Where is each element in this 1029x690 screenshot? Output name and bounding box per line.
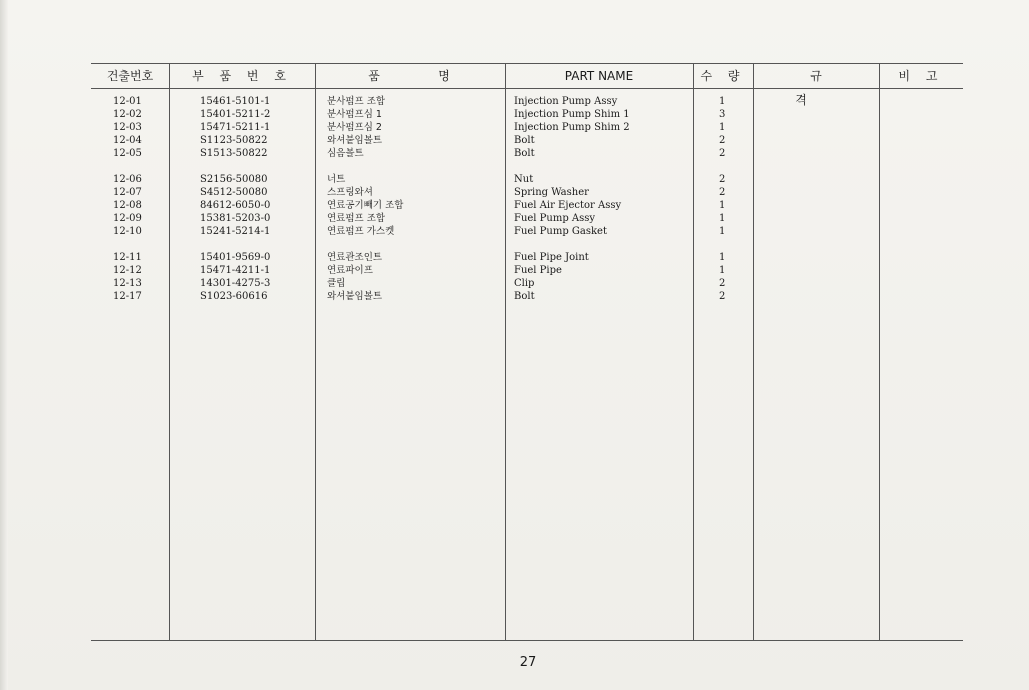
item-no: 12-05 — [113, 148, 142, 159]
table-row — [91, 225, 963, 238]
header-name-ko-2: 명 — [438, 69, 456, 83]
part-name-korean: 연료펌프 조합 — [327, 213, 386, 224]
part-name-korean: 연료공기빼기 조합 — [327, 200, 404, 211]
item-no: 12-09 — [113, 213, 142, 224]
table-row — [91, 277, 963, 290]
table-row — [91, 95, 963, 108]
quantity: 1 — [719, 200, 726, 211]
item-no: 12-04 — [113, 135, 142, 146]
table-row — [91, 121, 963, 134]
part-name-english: Bolt — [514, 135, 535, 146]
part-name-korean: 분사펌프심 2 — [327, 122, 382, 133]
part-name-korean: 와셔붙임볼트 — [327, 291, 383, 302]
table-row — [91, 264, 963, 277]
quantity: 3 — [719, 109, 726, 120]
part-number: 15471-4211-1 — [200, 265, 271, 276]
part-number: 15401-9569-0 — [200, 252, 271, 263]
item-no: 12-08 — [113, 200, 142, 211]
bleed-through-text — [95, 637, 765, 677]
table-row — [91, 186, 963, 199]
quantity: 2 — [719, 174, 726, 185]
part-name-korean: 심음볼트 — [327, 148, 364, 159]
part-number: S1023-60616 — [200, 291, 268, 302]
table-row — [91, 173, 963, 186]
part-number: 15401-5211-2 — [200, 109, 271, 120]
quantity: 2 — [719, 187, 726, 198]
part-number: S1123-50822 — [200, 135, 268, 146]
part-number: 84612-6050-0 — [200, 200, 271, 211]
part-number: 14301-4275-3 — [200, 278, 271, 289]
part-name-korean: 연료펌프 가스켓 — [327, 226, 395, 237]
quantity: 2 — [719, 291, 726, 302]
part-number: 15471-5211-1 — [200, 122, 271, 133]
item-no: 12-07 — [113, 187, 142, 198]
item-no: 12-13 — [113, 278, 142, 289]
part-name-english: Clip — [514, 278, 535, 289]
table-row — [91, 134, 963, 147]
part-name-english: Bolt — [514, 148, 535, 159]
part-name-english: Fuel Air Ejector Assy — [514, 200, 622, 211]
part-name-korean: 스프링와셔 — [327, 187, 373, 198]
table-row — [91, 147, 963, 160]
table-row — [91, 290, 963, 303]
item-no: 12-06 — [113, 174, 142, 185]
header-name-ko-1: 품 — [368, 69, 386, 83]
part-number: 15461-5101-1 — [200, 96, 271, 107]
part-name-korean: 연료파이프 — [327, 265, 373, 276]
header-qty: 수 량 — [700, 69, 746, 83]
part-number: S1513-50822 — [200, 148, 268, 159]
quantity: 2 — [719, 135, 726, 146]
part-name-english: Injection Pump Assy — [514, 96, 618, 107]
part-name-english: Fuel Pipe Joint — [514, 252, 589, 263]
part-number: S4512-50080 — [200, 187, 268, 198]
table-row — [91, 199, 963, 212]
header-part-name: PART NAME — [564, 69, 634, 83]
quantity: 1 — [719, 226, 726, 237]
quantity: 1 — [719, 213, 726, 224]
quantity: 2 — [719, 278, 726, 289]
part-name-english: Nut — [514, 174, 534, 185]
table-row — [91, 108, 963, 121]
table-row — [91, 251, 963, 264]
part-name-english: Injection Pump Shim 1 — [514, 109, 630, 120]
quantity: 1 — [719, 96, 726, 107]
group-spacer — [91, 238, 963, 251]
item-no: 12-01 — [113, 96, 142, 107]
part-number: 15381-5203-0 — [200, 213, 271, 224]
group-spacer — [91, 160, 963, 173]
header-spec: 규 격 — [795, 69, 852, 107]
header-no: 건출번호 — [106, 69, 154, 83]
part-name-korean: 클립 — [327, 278, 346, 289]
header-part-no: 부 품 번 호 — [192, 69, 292, 83]
item-no: 12-02 — [113, 109, 142, 120]
part-name-korean: 너트 — [327, 174, 346, 185]
quantity: 1 — [719, 265, 726, 276]
header-remark: 비 고 — [898, 69, 944, 83]
table-body — [91, 95, 963, 303]
item-no: 12-12 — [113, 265, 142, 276]
part-name-korean: 분사펌프 조합 — [327, 96, 386, 107]
part-name-english: Spring Washer — [514, 187, 589, 198]
quantity: 1 — [719, 122, 726, 133]
part-number: S2156-50080 — [200, 174, 268, 185]
part-name-english: Bolt — [514, 291, 535, 302]
part-name-english: Fuel Pump Gasket — [514, 226, 607, 237]
parts-table — [91, 63, 963, 641]
item-no: 12-03 — [113, 122, 142, 133]
item-no: 12-17 — [113, 291, 142, 302]
part-name-english: Fuel Pipe — [514, 265, 562, 276]
page-number: 27 — [519, 655, 537, 670]
part-name-korean: 와셔붙임볼트 — [327, 135, 383, 146]
quantity: 1 — [719, 252, 726, 263]
part-name-english: Fuel Pump Assy — [514, 213, 596, 224]
part-name-korean: 연료관조인트 — [327, 252, 383, 263]
table-row — [91, 212, 963, 225]
part-name-english: Injection Pump Shim 2 — [514, 122, 630, 133]
item-no: 12-10 — [113, 226, 142, 237]
part-name-korean: 분사펌프심 1 — [327, 109, 382, 120]
item-no: 12-11 — [113, 252, 142, 263]
part-number: 15241-5214-1 — [200, 226, 271, 237]
quantity: 2 — [719, 148, 726, 159]
page-left-edge — [0, 0, 8, 690]
